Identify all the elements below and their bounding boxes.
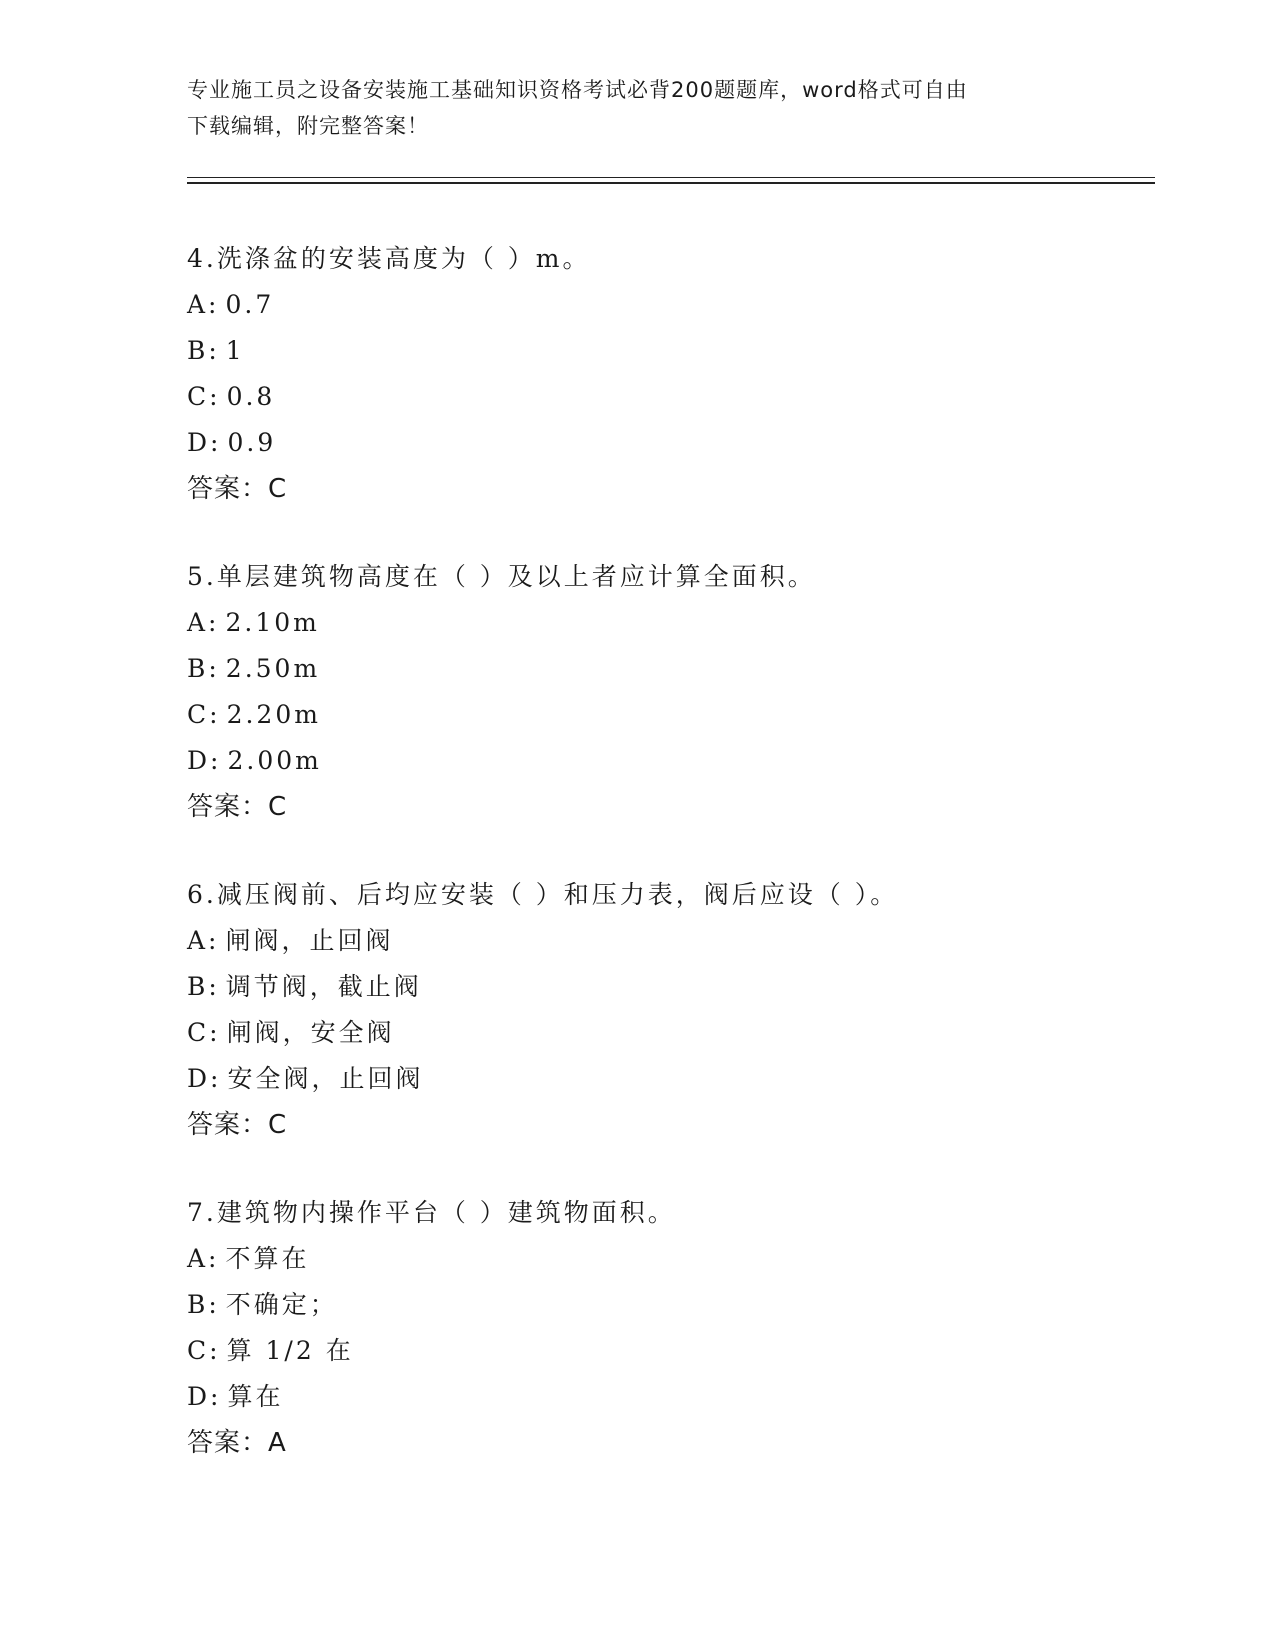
option-label: A: (187, 1244, 220, 1273)
option-text: 不确定； (225, 1290, 338, 1319)
option-c (187, 1328, 1147, 1374)
option-label: A: (187, 608, 220, 637)
option-text: 1 (225, 336, 245, 365)
option-label: B: (187, 654, 220, 683)
option-text: 2.20m (226, 700, 321, 729)
question-7 (187, 1190, 1147, 1466)
option-c (187, 374, 1147, 420)
header-divider-top (187, 177, 1155, 178)
option-label: C: (187, 382, 221, 411)
option-label: C: (187, 700, 221, 729)
option-label: B: (187, 1290, 220, 1319)
question-4 (187, 236, 1147, 512)
question-5 (187, 554, 1147, 830)
option-text: 0.8 (226, 382, 276, 411)
question-stem: 6.减压阀前、后均应安装（ ）和压力表，阀后应设（ ）。 (187, 880, 899, 909)
option-label: D: (187, 1064, 222, 1093)
option-label: B: (187, 336, 220, 365)
option-b (187, 964, 1147, 1010)
option-text: 算在 (227, 1382, 284, 1411)
option-d (187, 738, 1147, 784)
option-label: D: (187, 746, 222, 775)
answer-line: 答案：C (187, 474, 288, 504)
option-text: 2.00m (227, 746, 322, 775)
question-stem: 7.建筑物内操作平台（ ）建筑物面积。 (187, 1198, 676, 1227)
question-stem: 4.洗涤盆的安装高度为（ ）m。 (187, 244, 591, 273)
option-d (187, 1056, 1147, 1102)
option-c (187, 692, 1147, 738)
answer-line: 答案：C (187, 1110, 288, 1140)
option-text: 调节阀，截止阀 (225, 972, 422, 1001)
option-a (187, 600, 1147, 646)
option-a (187, 1236, 1147, 1282)
option-b (187, 646, 1147, 692)
answer-line: 答案：C (187, 792, 288, 822)
option-text: 2.10m (225, 608, 320, 637)
option-label: B: (187, 972, 220, 1001)
option-text: 0.9 (227, 428, 277, 457)
option-label: C: (187, 1018, 221, 1047)
option-b (187, 1282, 1147, 1328)
option-a (187, 918, 1147, 964)
option-text: 闸阀，止回阀 (225, 926, 394, 955)
question-6 (187, 872, 1147, 1148)
option-a (187, 282, 1147, 328)
option-label: C: (187, 1336, 221, 1365)
option-c (187, 1010, 1147, 1056)
option-b (187, 328, 1147, 374)
option-text: 0.7 (225, 290, 275, 319)
option-text: 2.50m (225, 654, 321, 683)
option-text: 不算在 (225, 1244, 310, 1273)
option-d (187, 1374, 1147, 1420)
header-title-line-2: 下载编辑，附完整答案！ (187, 114, 429, 138)
option-d (187, 420, 1147, 466)
answer-line: 答案：A (187, 1428, 287, 1458)
question-stem: 5.单层建筑物高度在（ ）及以上者应计算全面积。 (187, 562, 816, 591)
option-text: 安全阀，止回阀 (227, 1064, 424, 1093)
option-label: A: (187, 926, 220, 955)
header-title-line-1: 专业施工员之设备安装施工基础知识资格考试必背200题题库，word格式可自由 (187, 78, 968, 102)
option-label: A: (187, 290, 220, 319)
option-label: D: (187, 1382, 222, 1411)
document-header (187, 72, 1087, 144)
option-text: 闸阀，安全阀 (226, 1018, 395, 1047)
header-divider-bottom (187, 182, 1155, 184)
question-list (187, 236, 1147, 1508)
option-text: 算 1/2 在 (226, 1336, 354, 1365)
option-label: D: (187, 428, 222, 457)
